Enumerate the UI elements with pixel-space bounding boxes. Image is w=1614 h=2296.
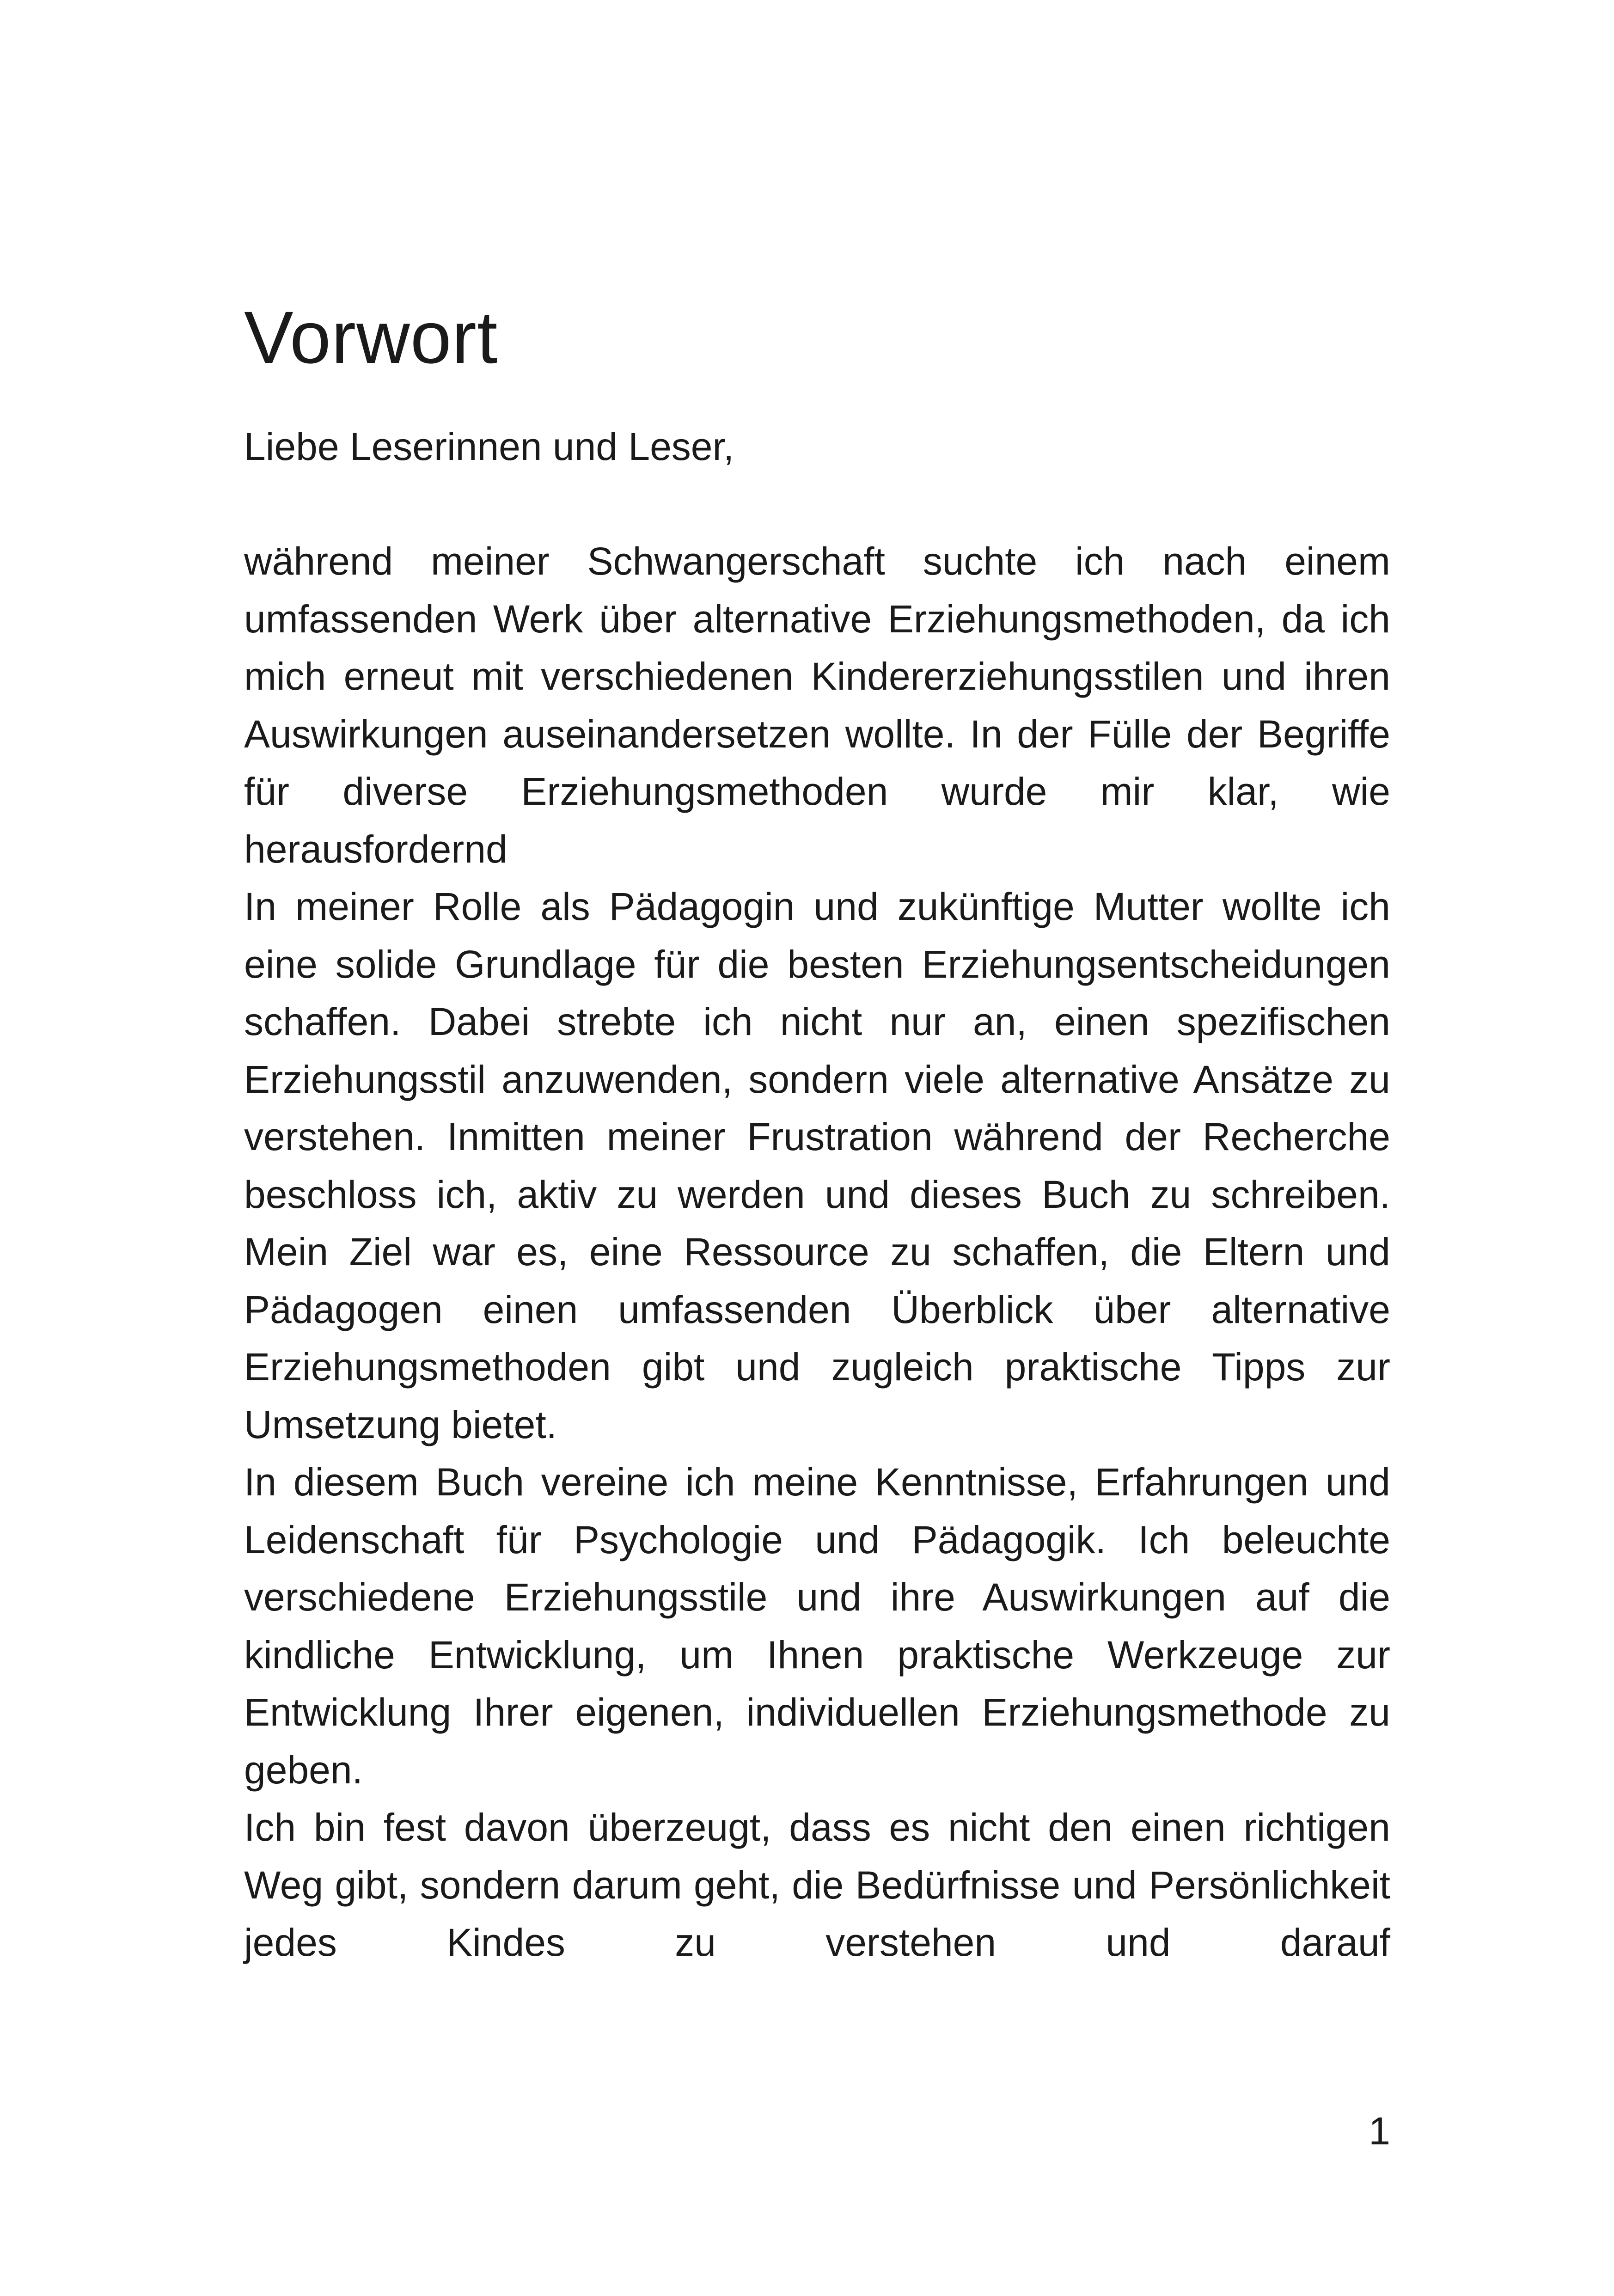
page-title: Vorwort: [244, 296, 498, 379]
paragraph-2: In meiner Rolle als Pädagogin und zukünftige Mutter wollte ich eine solide Grundlage für die besten Erziehungsentscheidungen schaffen. Dabei strebte ich nicht nur an, einen spezifischen Erziehungsstil anzuwenden, sondern viele alternative Ansätze zu verstehen. Inmitten meiner Frustration während der Recherche beschloss ich, aktiv zu werden und dieses Buch zu schreiben. Mein Ziel war es, eine Ressource zu schaffen, die Eltern und Pädagogen einen umfassenden Überblick über alternative Erziehungsmethoden gibt und zugleich praktische Tipps zur Umsetzung bietet.: [244, 885, 1390, 1446]
page-content: [244, 296, 1390, 1971]
paragraph-4: Ich bin fest davon überzeugt, dass es nicht den einen richtigen Weg gibt, sondern darum geht, die Bedürfnisse und Persönlichkeit jedes Kindes zu verstehen und darauf: [244, 1806, 1390, 1964]
page-number: 1: [1369, 2109, 1390, 2153]
paragraph-3: In diesem Buch vereine ich meine Kenntnisse, Erfahrungen und Leidenschaft für Psychologie und Pädagogik. Ich beleuchte verschiedene Erziehungsstile und ihre Auswirkungen auf die kindliche Entwicklung, um Ihnen praktische Werkzeuge zur Entwicklung Ihrer eigenen, individuellen Erziehungsmethode zu geben.: [244, 1460, 1390, 1792]
paragraph-1: während meiner Schwangerschaft suchte ich nach einem umfassenden Werk über alternative Erziehungsmethoden, da ich mich erneut mit verschiedenen Kindererziehungsstilen und ihren Auswirkungen auseinandersetzen wollte. In der Fülle der Begriffe für diverse Erziehungsmethoden wurde mir klar, wie herausfordernd: [244, 539, 1390, 871]
salutation: Liebe Leserinnen und Leser,: [244, 425, 734, 468]
